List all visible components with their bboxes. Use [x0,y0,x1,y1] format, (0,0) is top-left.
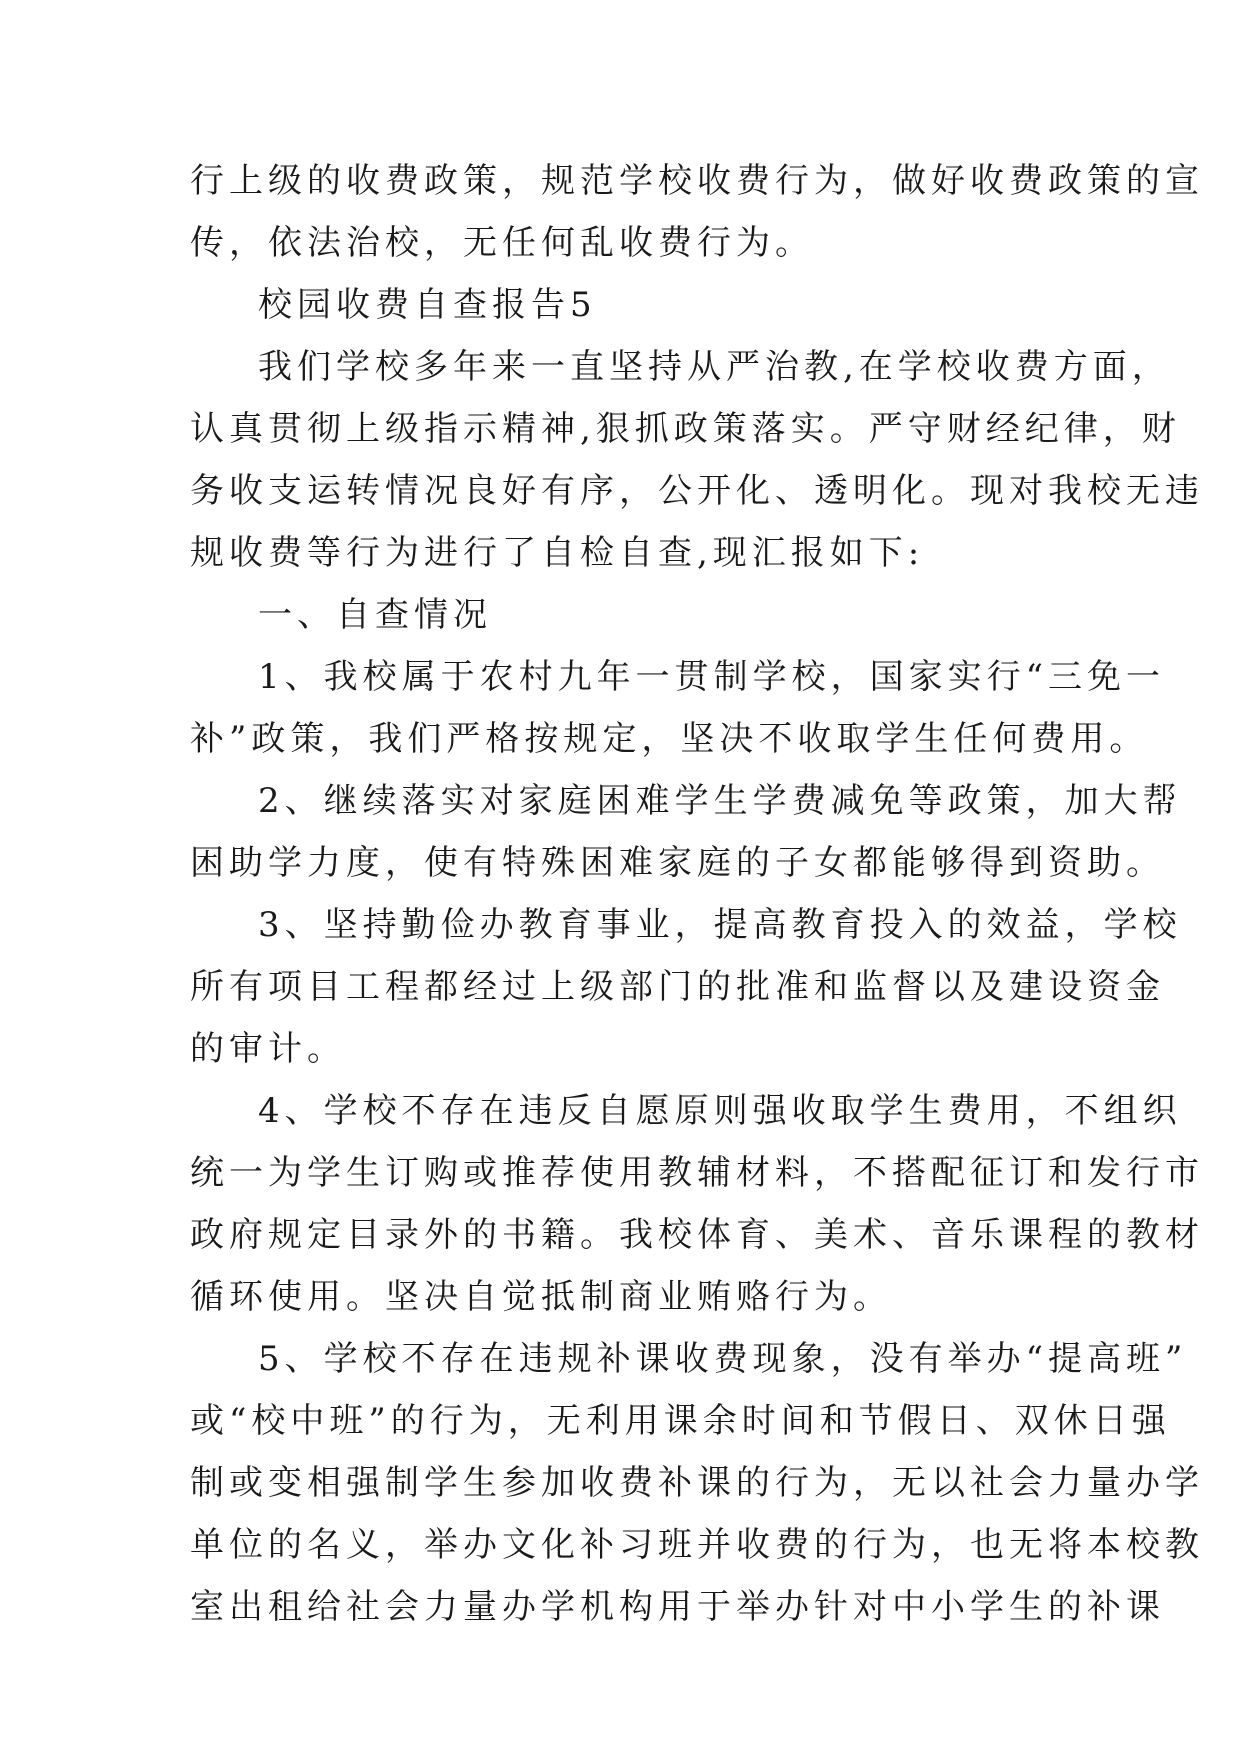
text-line: 困助学力度，使有特殊困难家庭的子女都能够得到资助。 [190,843,1165,883]
text-line: 3、坚持勤俭办教育事业，提高教育投入的效益，学校 [258,905,1182,945]
text-line: 1、我校属于农村九年一贯制学校，国家实行“三免一 [258,657,1166,697]
text-line: 2、继续落实对家庭困难学生学费减免等政策，加大帮 [258,781,1182,821]
text-line: 或“校中班”的行为，无利用课余时间和节假日、双休日强 [190,1401,1171,1441]
text-line: 4、学校不存在违反自愿原则强收取学生费用，不组织 [258,1091,1182,1131]
text-line: 补”政策，我们严格按规定，坚决不收取学生任何费用。 [190,719,1149,759]
text-line: 政府规定目录外的书籍。我校体育、美术、音乐课程的教材 [190,1215,1204,1255]
section-title: 校园收费自查报告5 [258,285,597,325]
text-line: 规收费等行为进行了自检自查,现汇报如下: [190,533,925,573]
text-line: 单位的名义，举办文化补习班并收费的行为，也无将本校教 [190,1525,1204,1565]
section-heading: 一、自查情况 [258,595,492,635]
text-line: 行上级的收费政策，规范学校收费行为，做好收费政策的宣 [190,161,1204,201]
text-line: 5、学校不存在违规补课收费现象，没有举办“提高班” [258,1339,1188,1379]
text-line: 我们学校多年来一直坚持从严治教,在学校收费方面， [258,347,1171,387]
text-line: 所有项目工程都经过上级部门的批准和监督以及建设资金 [190,967,1165,1007]
text-line: 统一为学生订购或推荐使用教辅材料，不搭配征订和发行市 [190,1153,1204,1193]
document-page [190,150,1204,1638]
text-line: 务收支运转情况良好有序，公开化、透明化。现对我校无违 [190,471,1204,511]
text-line: 制或变相强制学生参加收费补课的行为，无以社会力量办学 [190,1463,1204,1503]
text-line: 室出租给社会力量办学机构用于举办针对中小学生的补课 [190,1587,1165,1627]
text-line: 认真贯彻上级指示精神,狠抓政策落实。严守财经纪律，财 [190,409,1181,449]
text-line: 的审计。 [190,1029,346,1069]
text-line: 循环使用。坚决自觉抵制商业贿赂行为。 [190,1277,892,1317]
text-line: 传，依法治校，无任何乱收费行为。 [190,223,814,263]
